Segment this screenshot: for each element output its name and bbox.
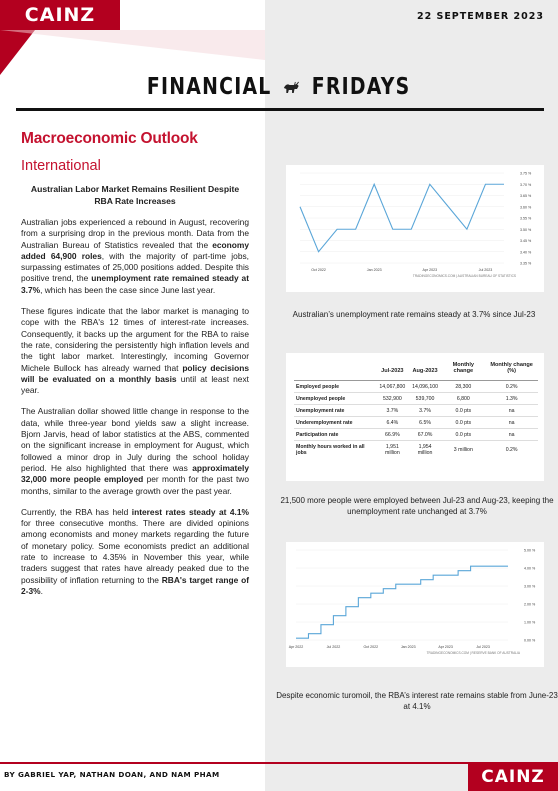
table-cell: na bbox=[485, 429, 538, 441]
bull-icon bbox=[283, 81, 301, 95]
y-tick-label: 3.60 % bbox=[520, 205, 532, 210]
body-text: . bbox=[40, 585, 43, 596]
table-cell: 0.0 pts bbox=[441, 405, 485, 417]
chart2-caption: Despite economic turomoil, the RBA’s interest rate remains stable from June-23 at 4.1% bbox=[276, 691, 558, 711]
article-headline: Australian Labor Market Remains Resilient Despite RBA Rate Increases bbox=[30, 184, 240, 206]
y-tick-label: 3.55 % bbox=[520, 216, 532, 221]
chart-source: TRADINGECONOMICS.COM | AUSTRALIAN BUREAU OF STATISTICS bbox=[412, 274, 516, 278]
x-tick-label: Apr 2023 bbox=[438, 645, 453, 649]
x-tick-label: Jul 2023 bbox=[478, 268, 493, 272]
table-cell: 6,800 bbox=[441, 393, 485, 405]
y-tick-label: 3.45 % bbox=[520, 239, 532, 243]
column-header: Monthly change bbox=[441, 359, 485, 381]
table-row bbox=[294, 441, 538, 459]
interest-rate-chart bbox=[286, 542, 544, 667]
chart-source: TRADINGECONOMICS.COM | RESERVE BANK OF AUSTRALIA bbox=[426, 651, 520, 655]
table-cell: 532,900 bbox=[376, 393, 409, 405]
y-tick-label: 3.00 % bbox=[524, 584, 536, 589]
row-label: Unemployment rate bbox=[294, 405, 376, 417]
body-text: Currently, the RBA has held bbox=[21, 506, 132, 517]
table-cell: na bbox=[485, 417, 538, 429]
table-cell: 67.0% bbox=[409, 429, 442, 441]
x-tick-label: Oct 2022 bbox=[363, 645, 379, 649]
section-heading: Macroeconomic Outlook bbox=[21, 130, 198, 147]
table-cell: 0.2% bbox=[485, 381, 538, 393]
table-cell: 539,700 bbox=[409, 393, 442, 405]
column-header: Monthly change (%) bbox=[485, 359, 538, 381]
body-text: These figures indicate that the labor market is managing to cope with the RBA's 12 times of interest-rate increases. Consequently, it backs up the argument for the RBA to raise the rate, considering the persistently high inflation levels and the tight labor market. Interestingly, incoming Governor Michele Bullock has already warned that bbox=[21, 306, 249, 373]
y-tick-label: 3.50 % bbox=[520, 227, 532, 232]
unemployment-chart-svg bbox=[286, 165, 544, 292]
bold-text: policy decisions will be evaluated on a monthly basis bbox=[21, 362, 249, 384]
x-tick-label: Jan 2023 bbox=[400, 645, 416, 649]
unemployment-chart bbox=[286, 165, 544, 292]
paragraph-3 bbox=[21, 406, 249, 496]
y-tick-label: 2.00 % bbox=[524, 602, 536, 607]
x-tick-label: Apr 2022 bbox=[288, 645, 304, 649]
row-label: Underemployment rate bbox=[294, 417, 376, 429]
table-row bbox=[294, 381, 538, 393]
newsletter-title bbox=[0, 74, 558, 106]
table-cell: 3.7% bbox=[409, 405, 442, 417]
table-cell: 14,096,100 bbox=[409, 381, 442, 393]
y-tick-label: 3.75 % bbox=[520, 171, 532, 176]
body-text: for three consecutive months. There are divided opinions among economists and money markets regarding the future of monetary policy. Some economists predict an additional rate to increase to 4.35% in November this year, while traders suggest that rates have already peaked due to the possibility of inflation returning to the bbox=[21, 518, 249, 585]
labour-table-box bbox=[286, 353, 544, 481]
cainz-logo: CAINZ bbox=[0, 0, 120, 30]
y-tick-label: 3.65 % bbox=[520, 194, 532, 198]
row-label: Unemployed people bbox=[294, 393, 376, 405]
bold-text: RBA's target range of 2-3% bbox=[21, 574, 249, 596]
body-text: until at least next year. bbox=[21, 373, 249, 396]
y-tick-label: 5.00 % bbox=[524, 548, 536, 553]
y-tick-label: 3.70 % bbox=[520, 182, 532, 187]
row-label: Monthly hours worked in all jobs bbox=[294, 441, 376, 459]
y-tick-label: 4.00 % bbox=[524, 566, 536, 571]
cainz-logo-footer: CAINZ bbox=[468, 764, 558, 791]
table-cell: 0.0 pts bbox=[441, 417, 485, 429]
title-right: FRIDAYS bbox=[312, 74, 411, 100]
table-cell: 6.5% bbox=[409, 417, 442, 429]
table-cell: 28,300 bbox=[441, 381, 485, 393]
title-left: FINANCIAL bbox=[147, 74, 272, 100]
bold-text: economy added 64,900 roles bbox=[21, 239, 249, 261]
row-label: Employed people bbox=[294, 381, 376, 393]
article bbox=[21, 130, 249, 607]
column-header: Jul-2023 bbox=[376, 359, 409, 381]
table-cell: 0.2% bbox=[485, 441, 538, 459]
table-cell: na bbox=[485, 405, 538, 417]
y-tick-label: 3.40 % bbox=[520, 250, 532, 255]
table-cell: 3 million bbox=[441, 441, 485, 459]
y-tick-label: 3.35 % bbox=[520, 261, 532, 266]
x-tick-label: Jul 2022 bbox=[326, 645, 341, 649]
paragraph-1 bbox=[21, 217, 249, 296]
subsection-heading: International bbox=[21, 158, 101, 174]
x-tick-label: Apr 2023 bbox=[422, 268, 438, 272]
body-text: Australian jobs experienced a rebound in August, recovering from a surprising drop in the previous month. Data from the Australian Bureau of Statistics revealed that the bbox=[21, 217, 249, 250]
table-cell: 0.0 pts bbox=[441, 429, 485, 441]
paragraph-2 bbox=[21, 306, 249, 396]
x-tick-label: Oct 2022 bbox=[311, 268, 326, 272]
bold-text: interest rates steady at 4.1% bbox=[131, 506, 249, 517]
bold-text: unemployment rate remained steady at 3.7% bbox=[21, 273, 250, 295]
body-text: , which has been the case since June last year. bbox=[40, 284, 216, 295]
labour-table bbox=[294, 359, 538, 458]
table-cell: 1.3% bbox=[485, 393, 538, 405]
table-cell: 1,954 million bbox=[409, 441, 442, 459]
body-text: per month for the past two months, similar to the average growth over the past year. bbox=[21, 474, 249, 496]
chart1-caption: Australian’s unemployment rate remains steady at 3.7% since Jul-23 bbox=[292, 310, 536, 319]
bold-text: approximately 32,000 more people employed bbox=[21, 462, 249, 485]
paragraph-4 bbox=[21, 507, 249, 597]
body-text: The Australian dollar showed little change in response to the data, while three-year bond yields saw a slight increase. Bjorn Jarvis, head of labor statistics at the ABS, commented on the significant increase in employment for August, which followed a minor drop in July during the school holiday period. He also highlighted that there was bbox=[21, 406, 249, 473]
column-header bbox=[294, 359, 376, 381]
column-header: Aug-2023 bbox=[409, 359, 442, 381]
x-tick-label: Jul 2023 bbox=[476, 645, 490, 649]
body-text: , with the majority of part-time jobs, surpassing estimates of 25,000 positions added. Despite this positive trend, the bbox=[21, 250, 249, 284]
header-bar bbox=[0, 0, 558, 30]
y-tick-label: 1.00 % bbox=[524, 620, 536, 625]
table-cell: 6.4% bbox=[376, 417, 409, 429]
x-tick-label: Jan 2023 bbox=[366, 268, 382, 272]
table-cell: 14,067,800 bbox=[376, 381, 409, 393]
series-line bbox=[296, 566, 508, 638]
table-caption: 21,500 more people were employed between Jul-23 and Aug-23, keeping the unemployment rate unchanged at 3.7% bbox=[280, 496, 554, 516]
table-cell: 1,951 million bbox=[376, 441, 409, 459]
issue-date: 22 SEPTEMBER 2023 bbox=[416, 11, 544, 22]
y-tick-label: 0.00 % bbox=[524, 638, 536, 643]
table-header-row bbox=[294, 359, 538, 381]
table-body bbox=[294, 381, 538, 459]
title-rule bbox=[16, 108, 544, 111]
row-label: Participation rate bbox=[294, 429, 376, 441]
table-cell: 66.9% bbox=[376, 429, 409, 441]
table-row bbox=[294, 393, 538, 405]
interest-rate-chart-svg bbox=[286, 542, 544, 667]
table-row bbox=[294, 429, 538, 441]
table-row bbox=[294, 417, 538, 429]
authors: BY GABRIEL YAP, NATHAN DOAN, AND NAM PHAM bbox=[4, 770, 220, 779]
table-row bbox=[294, 405, 538, 417]
table-cell: 3.7% bbox=[376, 405, 409, 417]
